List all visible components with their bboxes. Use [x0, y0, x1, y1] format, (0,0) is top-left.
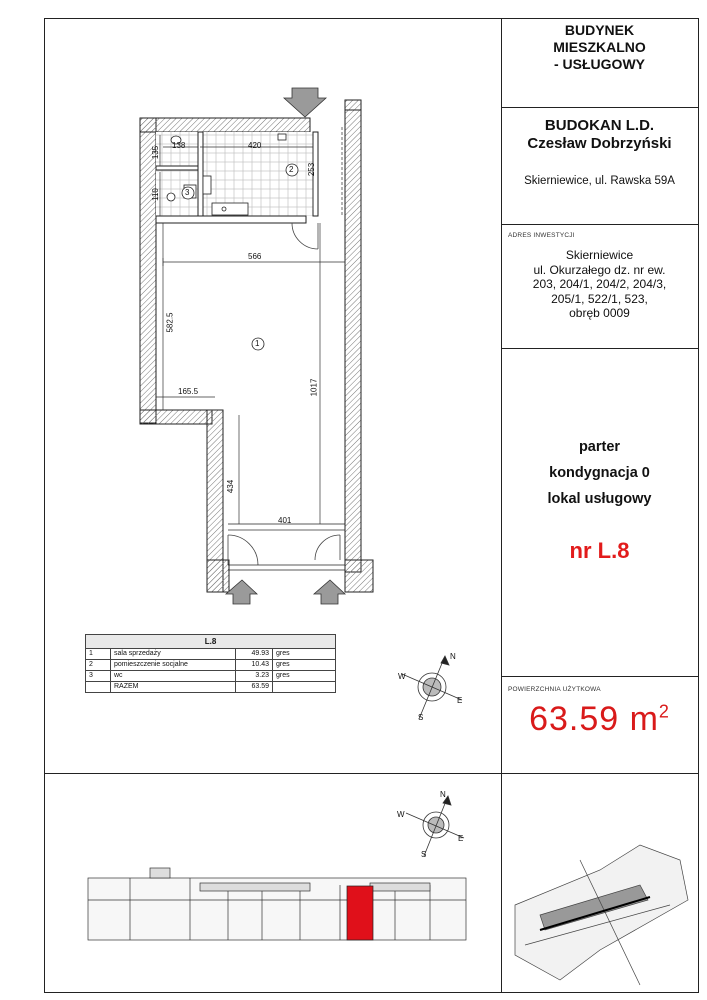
floor-storey: kondygnacja 0 [549, 465, 650, 481]
compass-main-w: W [398, 672, 406, 681]
room-area: 10.43 [236, 660, 273, 671]
room-finish: gres [273, 649, 336, 660]
dim-420: 420 [248, 141, 262, 150]
dim-135: 135 [151, 145, 161, 160]
dim-253: 253 [307, 162, 317, 177]
compass-main-s: S [418, 713, 424, 722]
company-name-line-2: Czesław Dobrzyński [527, 135, 672, 152]
storefront [228, 524, 345, 570]
dim-401: 401 [278, 516, 292, 525]
row-number: 2 [86, 660, 111, 671]
room-name: wc [111, 671, 236, 682]
room-area: 3.23 [236, 671, 273, 682]
usable-area-label: POWIERZCHNIA UŻYTKOWA [508, 686, 601, 693]
floor-level: parter [578, 439, 621, 455]
compass-main-e: E [457, 696, 463, 705]
investment-line-4: 205/1, 522/1, 523, [551, 291, 648, 306]
room-3-number: 3 [185, 188, 190, 197]
room-name: sala sprzedaży [111, 649, 236, 660]
company-address: Skierniewice, ul. Rawska 59A [524, 175, 675, 187]
key-plan-unit-highlight [347, 886, 373, 940]
rooms-table [85, 634, 336, 693]
investment-line-1: Skierniewice [565, 248, 634, 262]
dim-110: 110 [150, 188, 160, 201]
compass-main-n: N [450, 652, 456, 661]
total-finish-cell [273, 682, 336, 693]
investment-label: ADRES INWESTYCJI [508, 232, 575, 239]
table-row [86, 649, 336, 660]
compass-keymap-s: S [421, 850, 427, 859]
building-title-line-2: MIESZKALNO [553, 39, 646, 55]
unit-type: lokal usługowy [547, 491, 652, 507]
room-1-number: 1 [255, 339, 260, 348]
dim-434: 434 [226, 479, 236, 494]
room-finish: gres [273, 660, 336, 671]
key-plan [88, 868, 466, 940]
room-name: pomieszczenie socjalne [111, 660, 236, 671]
table-row [86, 671, 336, 682]
usable-area-number: 63.59 m [529, 700, 659, 738]
investment-line-3: 203, 204/1, 204/2, 204/3, [532, 277, 667, 291]
dim-138: 138 [172, 141, 186, 150]
building-title-line-3: - USŁUGOWY [554, 56, 645, 72]
building-title-line-1: BUDYNEK [564, 22, 635, 38]
investment-line-5: obręb 0009 [569, 306, 630, 320]
total-area: 63.59 [236, 682, 273, 693]
compass-keymap-e: E [458, 834, 464, 843]
room-area: 49.93 [236, 649, 273, 660]
location-map [515, 845, 688, 985]
compass-keymap-n: N [440, 790, 446, 799]
row-number: 1 [86, 649, 111, 660]
table-total-row [86, 682, 336, 693]
investment-line-2: ul. Okurzałego dz. nr ew. [533, 262, 666, 277]
company-name-line-1: BUDOKAN L.D. [544, 117, 655, 134]
total-empty-cell [86, 682, 111, 693]
total-label: RAZEM [111, 682, 236, 693]
dim-582-5: 582.5 [165, 312, 175, 333]
table-row [86, 660, 336, 671]
unit-number: nr L.8 [569, 538, 630, 563]
compass-rose-keymap [406, 796, 464, 856]
dim-566: 566 [248, 252, 262, 261]
dim-165-5: 165.5 [178, 387, 199, 396]
row-number: 3 [86, 671, 111, 682]
dim-1017: 1017 [309, 378, 319, 397]
compass-rose-main [402, 656, 462, 719]
room-finish: gres [273, 671, 336, 682]
usable-area-sup: 2 [658, 701, 670, 722]
room-2-number: 2 [289, 165, 294, 174]
compass-keymap-w: W [397, 810, 405, 819]
rooms-table-header: L.8 [86, 635, 336, 649]
